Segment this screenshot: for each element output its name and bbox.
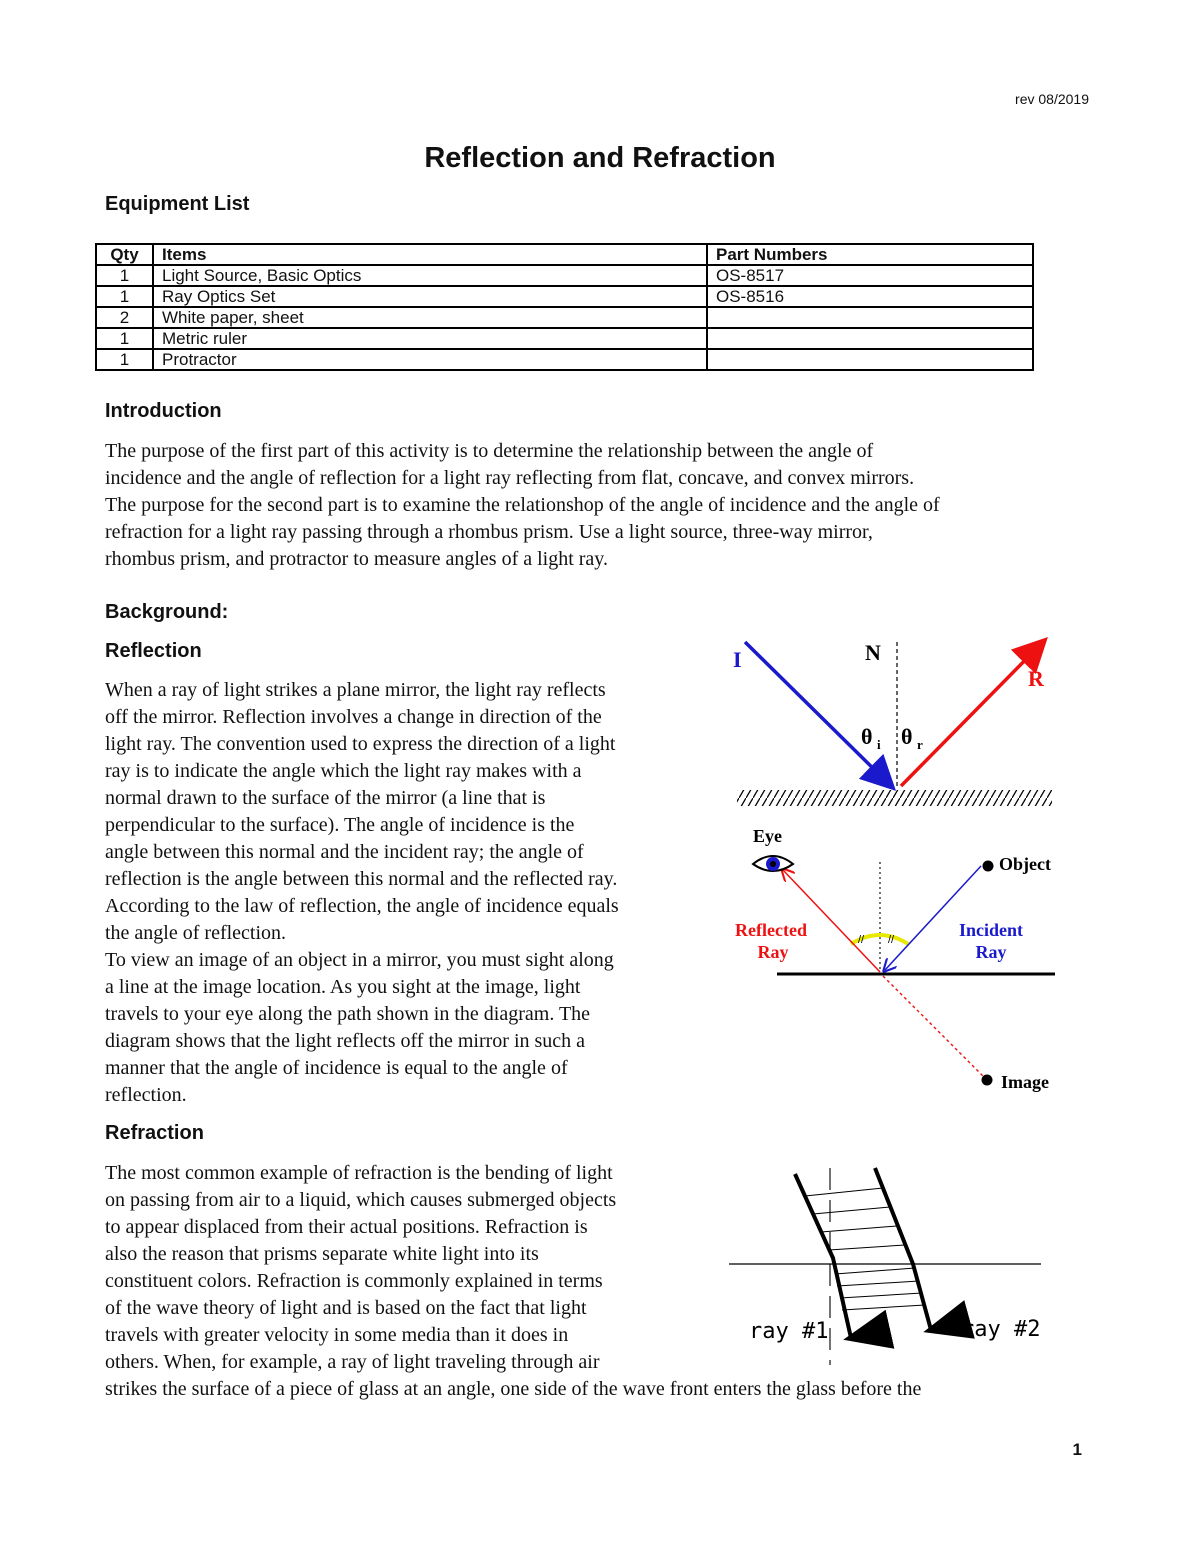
label-n: N [865, 640, 881, 665]
reflected-ray-label-line2: Ray [757, 942, 789, 962]
background-heading: Background: [105, 601, 229, 623]
text-line: on passing from air to a liquid, which causes submerged objects [105, 1189, 617, 1211]
part-number-cell: OS-8516 [707, 286, 1033, 307]
ray-2-path [875, 1168, 931, 1330]
virtual-ray [883, 976, 983, 1076]
reflected-ray [901, 642, 1043, 786]
table-row [96, 328, 1033, 349]
incident-ray [885, 866, 981, 970]
text-line: light ray. The convention used to express the direction of a light [105, 733, 616, 755]
column-header-items: Items [153, 244, 707, 265]
text-line: According to the law of reflection, the angle of incidence equals [105, 895, 619, 917]
item-cell: Metric ruler [153, 328, 707, 349]
text-line: The purpose of the first part of this activity is to determine the relationship between the angle of [105, 440, 874, 462]
image-dot [982, 1075, 993, 1086]
label-i: I [733, 647, 742, 672]
reflection-law-diagram [725, 630, 1065, 810]
text-line: constituent colors. Refraction is commonly explained in terms [105, 1270, 603, 1292]
theta-i-symbol: θ [861, 724, 873, 749]
theta-r-symbol: θ [901, 724, 913, 749]
eye-label: Eye [753, 826, 782, 846]
text-line: refraction for a light ray passing through a rhombus prism. Use a light source, three-way mirror, [105, 521, 873, 543]
text-line: rhombus prism, and protractor to measure angles of a light ray. [105, 548, 609, 570]
text-line: a line at the image location. As you sight at the image, light [105, 976, 581, 998]
mirror-image-diagram [725, 820, 1065, 1100]
text-line: to appear displaced from their actual positions. Refraction is [105, 1216, 588, 1238]
text-line: reflection. [105, 1084, 187, 1106]
text-line: The purpose for the second part is to examine the relationshop of the angle of incidence and the angle of [105, 494, 940, 516]
equipment-table [95, 243, 1034, 371]
incident-ray-label-line2: Ray [975, 942, 1007, 962]
theta-r-subscript: r [917, 737, 923, 752]
table-row [96, 265, 1033, 286]
introduction-heading: Introduction [105, 400, 222, 422]
item-cell: Protractor [153, 349, 707, 370]
text-line: To view an image of an object in a mirror, you must sight along [105, 949, 614, 971]
table-header-row [96, 244, 1033, 265]
text-line: strikes the surface of a piece of glass at an angle, one side of the wave front enters the glass before the [105, 1378, 922, 1400]
qty-cell: 1 [96, 286, 153, 307]
table-row [96, 349, 1033, 370]
part-number-cell: OS-8517 [707, 265, 1033, 286]
table-row [96, 286, 1033, 307]
table-row [96, 307, 1033, 328]
text-line: When a ray of light strikes a plane mirror, the light ray reflects [105, 679, 606, 701]
text-line: travels to your eye along the path shown in the diagram. The [105, 1003, 591, 1025]
text-line: reflection is the angle between this normal and the reflected ray. [105, 868, 618, 890]
column-header-qty: Qty [96, 244, 153, 265]
image-label: Image [1001, 1072, 1049, 1092]
reflection-text [105, 677, 725, 1109]
theta-i-subscript: i [877, 737, 881, 752]
angle-tick-right: // [888, 934, 895, 946]
object-label: Object [999, 854, 1051, 874]
mirror-surface [737, 790, 1052, 806]
text-line: off the mirror. Reflection involves a change in direction of the [105, 706, 602, 728]
text-line: The most common example of refraction is the bending of light [105, 1162, 613, 1184]
object-dot [983, 861, 994, 872]
text-line: the angle of reflection. [105, 922, 287, 944]
text-line: diagram shows that the light reflects off the mirror in such a [105, 1030, 586, 1052]
item-cell: Ray Optics Set [153, 286, 707, 307]
part-number-cell [707, 307, 1033, 328]
ray-2-label: ray #2 [961, 1317, 1041, 1342]
text-line: of the wave theory of light and is based on the fact that light [105, 1297, 587, 1319]
item-cell: Light Source, Basic Optics [153, 265, 707, 286]
ray-1-path [795, 1174, 851, 1338]
ray-1-label: ray #1 [749, 1319, 829, 1344]
column-header-part-numbers: Part Numbers [707, 244, 1033, 265]
text-line: travels with greater velocity in some media than it does in [105, 1324, 569, 1346]
text-line: perpendicular to the surface). The angle of incidence is the [105, 814, 575, 836]
item-cell: White paper, sheet [153, 307, 707, 328]
text-line: angle between this normal and the incident ray; the angle of [105, 841, 584, 863]
reflection-heading: Reflection [105, 640, 202, 662]
text-line: normal drawn to the surface of the mirror (a line that is [105, 787, 546, 809]
introduction-text [105, 438, 1105, 573]
page-title: Reflection and Refraction [424, 142, 776, 174]
incident-ray-label-line1: Incident [958, 920, 1024, 940]
part-number-cell [707, 328, 1033, 349]
angle-tick-left: // [858, 934, 865, 946]
revision-label: rev 08/2019 [1015, 91, 1089, 107]
qty-cell: 1 [96, 265, 153, 286]
eye-icon [753, 856, 793, 871]
label-r: R [1028, 666, 1044, 691]
reflected-ray-label-line1: Reflected [735, 920, 807, 940]
qty-cell: 1 [96, 328, 153, 349]
page-number: 1 [1072, 1440, 1082, 1459]
refraction-heading: Refraction [105, 1122, 204, 1144]
text-line: others. When, for example, a ray of light traveling through air [105, 1351, 600, 1373]
text-line: also the reason that prisms separate white light into its [105, 1243, 539, 1265]
part-number-cell [707, 349, 1033, 370]
text-line: manner that the angle of incidence is equal to the angle of [105, 1057, 568, 1079]
refraction-wavefront-diagram [725, 1160, 1055, 1375]
qty-cell: 1 [96, 349, 153, 370]
qty-cell: 2 [96, 307, 153, 328]
equipment-heading: Equipment List [105, 193, 250, 215]
text-line: ray is to indicate the angle which the light ray makes with a [105, 760, 582, 782]
text-line: incidence and the angle of reflection for a light ray reflecting from flat, concave, and convex mirrors. [105, 467, 915, 489]
